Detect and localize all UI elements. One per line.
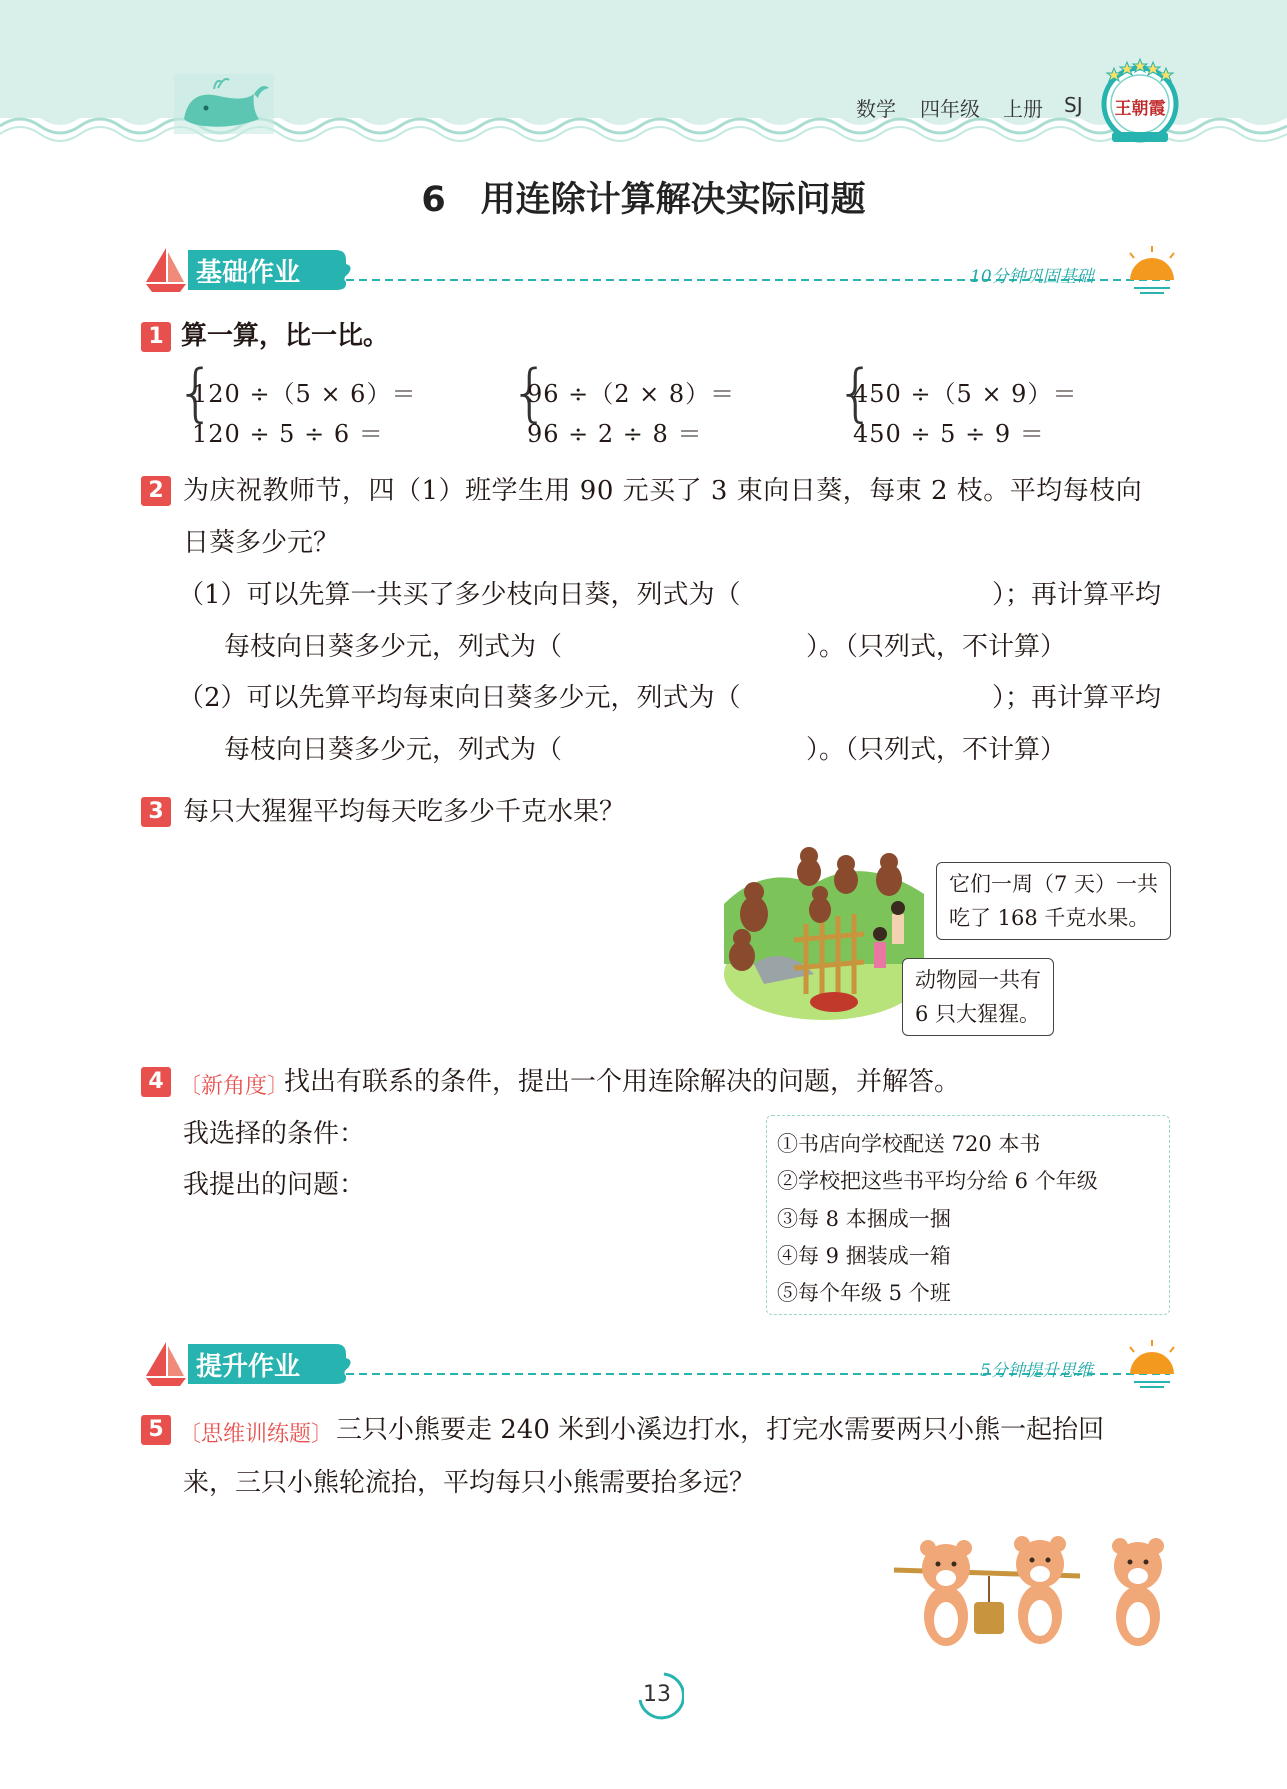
question-2-line1: 为庆祝教师节，四（1）班学生用 90 元买了 3 束向日葵，每束 2 枝。平均每枝向 (183, 476, 1143, 506)
question-3-number: 3 (141, 797, 171, 827)
condition-2: ②学校把这些书平均分给 6 个年级 (777, 1169, 1098, 1193)
page-title: 6 用连除计算解决实际问题 (421, 180, 866, 220)
question-2-part2-text: （2）可以先算平均每束向日葵多少元，列式为（ (178, 683, 741, 713)
answer-area-5[interactable] (183, 1520, 863, 1700)
gorilla-illustration (724, 844, 924, 1020)
answer-blank-1[interactable] (772, 580, 988, 612)
question-5-line1: 三只小熊要走 240 米到小溪边打水，打完水需要两只小熊一起抬回 (336, 1415, 1105, 1445)
bubble-count-line2: 6 只大猩猩。 (915, 1002, 1041, 1026)
question-2-part2-text2-end: ）。（只列式，不计算） (806, 735, 1067, 765)
condition-4: ④每 9 捆装成一箱 (777, 1244, 951, 1268)
bears-illustration (890, 1528, 1176, 1656)
page-number-badge (634, 1670, 684, 1720)
section-basic-subtitle: 10分钟巩固基础 (970, 267, 1094, 287)
whale-icon (174, 74, 274, 134)
condition-1: ①书店向学校配送 720 本书 (777, 1132, 1041, 1156)
question-2-number: 2 (141, 476, 171, 506)
question-2-part2-text-end: ）；再计算平均 (992, 683, 1162, 713)
calc-1a: 120 ÷（5 × 6）＝ (192, 380, 417, 408)
header-grade: 四年级 (920, 97, 980, 121)
proposed-question-label: 我提出的问题： (183, 1170, 366, 1200)
question-5-line2: 来，三只小熊轮流抬，平均每只小熊需要抬多远？ (183, 1468, 756, 1498)
calc-3b: 450 ÷ 5 ÷ 9 ＝ (853, 420, 1045, 448)
bubble-fruit-line2: 吃了 168 千克水果。 (949, 906, 1150, 930)
brace-group-2: { (510, 356, 550, 429)
question-2-part1-text-end: ）；再计算平均 (992, 580, 1162, 610)
question-4-prompt: 找出有联系的条件，提出一个用连除解决的问题，并解答。 (284, 1067, 961, 1097)
brand-logo (1100, 58, 1180, 146)
bubble-count-line1: 动物园一共有 (915, 968, 1041, 992)
question-2-part1-text2-end: ）。（只列式，不计算） (806, 632, 1067, 662)
question-5-tag: 〔思维训练题〕 (179, 1422, 334, 1447)
calc-2b: 96 ÷ 2 ÷ 8 ＝ (527, 420, 703, 448)
brace-group-3: { (836, 356, 876, 429)
bubble-fruit-line1: 它们一周（7 天）一共 (949, 872, 1159, 896)
condition-3: ③每 8 本捆成一捆 (777, 1207, 951, 1231)
section-advanced-subtitle: 5分钟提升思维 (980, 1361, 1093, 1381)
header-edition: SJ (1064, 93, 1083, 117)
section-advanced-banner (140, 1338, 1180, 1390)
answer-blank-4[interactable] (585, 735, 801, 767)
question-1-number: 1 (141, 322, 171, 352)
calc-3a: 450 ÷（5 × 9）＝ (853, 380, 1078, 408)
section-basic-label: 基础作业 (196, 258, 301, 288)
condition-5: ⑤每个年级 5 个班 (777, 1281, 951, 1305)
speech-bubble-gorilla-count (902, 958, 1054, 1036)
question-2-part2-text2: 每枝向日葵多少元，列式为（ (224, 735, 563, 765)
page-number: 13 (643, 1682, 671, 1707)
answer-blank-2[interactable] (585, 632, 801, 664)
chosen-conditions-label: 我选择的条件： (183, 1119, 366, 1149)
question-5-number: 5 (141, 1415, 171, 1445)
question-3-prompt: 每只大猩猩平均每天吃多少千克水果？ (183, 797, 626, 827)
answer-area-3[interactable] (183, 845, 703, 1045)
section-advanced-label: 提升作业 (196, 1352, 301, 1382)
question-4-number: 4 (141, 1067, 171, 1097)
brace-group-1: { (176, 356, 216, 429)
chosen-conditions-input[interactable] (380, 1116, 750, 1152)
section-basic-banner (140, 244, 1180, 296)
question-1-prompt: 算一算，比一比。 (181, 321, 390, 351)
question-2-line2: 日葵多少元？ (183, 528, 340, 558)
question-2-part1-text2: 每枝向日葵多少元，列式为（ (224, 632, 563, 662)
speech-bubble-fruit (936, 862, 1171, 940)
conditions-box (766, 1115, 1170, 1315)
calc-2a: 96 ÷（2 × 8）＝ (527, 380, 736, 408)
header-volume: 上册 (1003, 97, 1043, 121)
calc-1b: 120 ÷ 5 ÷ 6 ＝ (192, 420, 384, 448)
proposed-question-input[interactable] (380, 1168, 750, 1204)
brand-name: 王朝霞 (1114, 99, 1166, 119)
header-subject: 数学 (856, 97, 896, 121)
question-2-part1-text: （1）可以先算一共买了多少枝向日葵，列式为（ (178, 580, 741, 610)
question-4-tag: 〔新角度〕 (179, 1074, 290, 1099)
answer-blank-3[interactable] (772, 683, 988, 715)
